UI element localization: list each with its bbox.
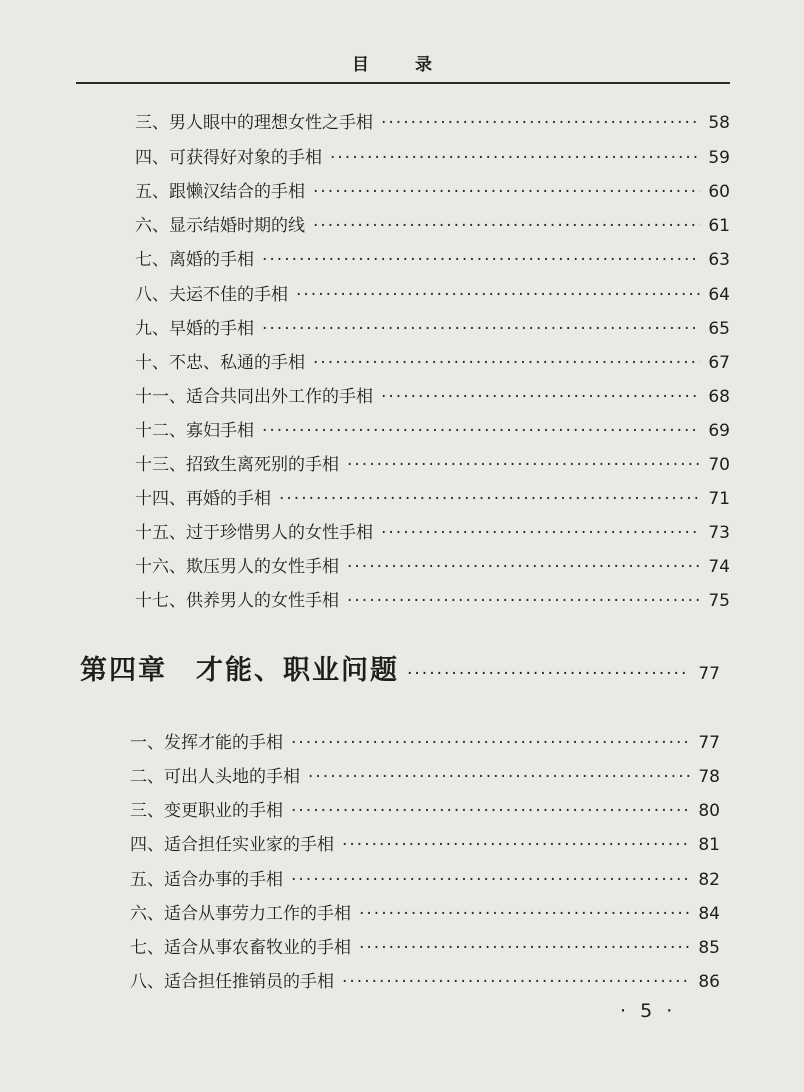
header-rule: [76, 82, 730, 84]
toc-entry[interactable]: [135, 552, 730, 577]
entry-title: 四、适合担任实业家的手相: [130, 835, 334, 855]
toc-entry[interactable]: [130, 967, 720, 992]
entry-title: 七、适合从事农畜牧业的手相: [130, 938, 351, 958]
entry-title: 九、早婚的手相: [135, 319, 254, 339]
leader-dots: [313, 216, 700, 236]
leader-dots: [359, 938, 690, 958]
entry-page: 63: [708, 250, 730, 270]
entry-page: 59: [708, 148, 730, 168]
chapter-heading[interactable]: [80, 648, 720, 687]
entry-title: 十五、过于珍惜男人的女性手相: [135, 523, 373, 543]
toc-entry[interactable]: [135, 177, 730, 202]
toc-entry[interactable]: [135, 314, 730, 339]
leader-dots: [342, 835, 690, 855]
leader-dots: [279, 489, 700, 509]
toc-entry[interactable]: [130, 865, 720, 890]
entry-page: 67: [708, 353, 730, 373]
entry-title: 十四、再婚的手相: [135, 489, 271, 509]
entry-title: 五、跟懒汉结合的手相: [135, 182, 305, 202]
toc-entry[interactable]: [130, 933, 720, 958]
entry-page: 74: [708, 557, 730, 577]
leader-dots: [262, 250, 700, 270]
entry-page: 86: [698, 972, 720, 992]
entry-page: 69: [708, 421, 730, 441]
entry-page: 82: [698, 870, 720, 890]
leader-dots: [313, 182, 700, 202]
leader-dots: [347, 591, 700, 611]
toc-entry[interactable]: [135, 211, 730, 236]
leader-dots: [407, 664, 690, 684]
toc-entry[interactable]: [130, 830, 720, 855]
leader-dots: [291, 870, 690, 890]
entry-page: 73: [708, 523, 730, 543]
leader-dots: [359, 904, 690, 924]
entry-title: 六、显示结婚时期的线: [135, 216, 305, 236]
entry-page: 70: [708, 455, 730, 475]
page-header: 目 录: [352, 55, 452, 75]
leader-dots: [342, 972, 690, 992]
leader-dots: [381, 387, 700, 407]
entry-title: 十七、供养男人的女性手相: [135, 591, 339, 611]
toc-entry[interactable]: [135, 143, 730, 168]
entry-title: 二、可出人头地的手相: [130, 767, 300, 787]
toc-entry[interactable]: [130, 762, 720, 787]
entry-page: 64: [708, 285, 730, 305]
entry-title: 十二、寡妇手相: [135, 421, 254, 441]
toc-entry[interactable]: [130, 796, 720, 821]
toc-entry[interactable]: [135, 382, 730, 407]
chapter-page: 77: [698, 664, 720, 684]
toc-entry[interactable]: [135, 586, 730, 611]
entry-title: 四、可获得好对象的手相: [135, 148, 322, 168]
entry-title: 五、适合办事的手相: [130, 870, 283, 890]
entry-title: 六、适合从事劳力工作的手相: [130, 904, 351, 924]
leader-dots: [313, 353, 700, 373]
entry-title: 八、适合担任推销员的手相: [130, 972, 334, 992]
toc-entry[interactable]: [135, 518, 730, 543]
entry-page: 84: [698, 904, 720, 924]
entry-page: 68: [708, 387, 730, 407]
entry-title: 一、发挥才能的手相: [130, 733, 283, 753]
entry-page: 78: [698, 767, 720, 787]
toc-entry[interactable]: [135, 450, 730, 475]
toc-entry[interactable]: [135, 108, 730, 133]
toc-entry[interactable]: [130, 728, 720, 753]
entry-page: 58: [708, 113, 730, 133]
entry-page: 80: [698, 801, 720, 821]
entry-title: 十六、欺压男人的女性手相: [135, 557, 339, 577]
entry-page: 61: [708, 216, 730, 236]
entry-page: 81: [698, 835, 720, 855]
entry-title: 十、不忠、私通的手相: [135, 353, 305, 373]
toc-entry[interactable]: [135, 416, 730, 441]
entry-title: 七、离婚的手相: [135, 250, 254, 270]
leader-dots: [291, 801, 690, 821]
entry-title: 十三、招致生离死别的手相: [135, 455, 339, 475]
entry-page: 60: [708, 182, 730, 202]
leader-dots: [330, 148, 700, 168]
entry-title: 三、男人眼中的理想女性之手相: [135, 113, 373, 133]
leader-dots: [347, 455, 700, 475]
leader-dots: [296, 285, 700, 305]
toc-entry[interactable]: [135, 348, 730, 373]
entry-title: 八、夫运不佳的手相: [135, 285, 288, 305]
leader-dots: [262, 421, 700, 441]
leader-dots: [308, 767, 690, 787]
entry-title: 三、变更职业的手相: [130, 801, 283, 821]
toc-entry[interactable]: [135, 280, 730, 305]
entry-page: 71: [708, 489, 730, 509]
leader-dots: [291, 733, 690, 753]
toc-entry[interactable]: [135, 484, 730, 509]
leader-dots: [381, 523, 700, 543]
leader-dots: [381, 113, 700, 133]
entry-page: 77: [698, 733, 720, 753]
toc-entry[interactable]: [135, 245, 730, 270]
entry-page: 65: [708, 319, 730, 339]
page-number: · 5 ·: [620, 1000, 677, 1022]
chapter-title: 第四章 才能、职业问题: [80, 655, 399, 686]
entry-title: 十一、适合共同出外工作的手相: [135, 387, 373, 407]
leader-dots: [347, 557, 700, 577]
leader-dots: [262, 319, 700, 339]
toc-entry[interactable]: [130, 899, 720, 924]
entry-page: 75: [708, 591, 730, 611]
entry-page: 85: [698, 938, 720, 958]
